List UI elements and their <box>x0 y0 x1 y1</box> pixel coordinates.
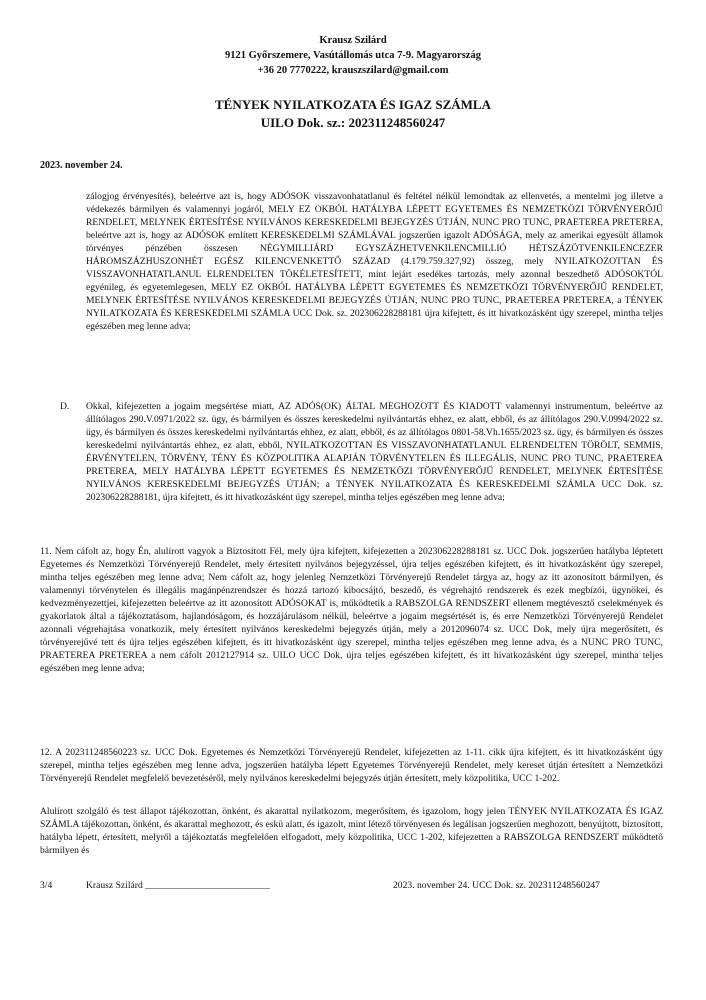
document-date: 2023. november 24. <box>40 160 123 171</box>
letterhead <box>0 33 706 78</box>
paragraph-12: 12. A 202311248560223 sz. UCC Dok. Egyetemes és Nemzetközi Törvényerejű Rendelet, kifejezetten az 1-11. cikk újra kifejtett, és itt hivatkozásként úgy szerepel, mintha teljes egészében meg lenne adva, jogszerűen hatályba lépett Egyetemes Törvényerejű Rendelet, mely kereset útján értesített a Nemzetközi Törvényerejű Rendelet megfelelő bevezetéséről, mely nyilvános kereskedelmi bejegyzés útján értesített, mely közpolitika, UCC 1-202. <box>40 747 663 784</box>
footer-reference: 2023. november 24. UCC Dok. sz. 202311248560247 <box>393 880 600 891</box>
continuation-paragraph: zálogjog érvényesítés), beleértve azt is, hogy ADÓSOK visszavonhatatlanul és feltétel nélkül lemondtak az ellenvetés, a mentelmi jog illetve a védekezés bármilyen és valamennyi jogáról, MELY EZ OKBÓL HATÁLYBA LÉPETT EGYETEMES ÉS NEMZETKÖZI TÖRVÉNYERŐJŰ RENDELET, MELYNEK ÉRTESÍTÉSE NYILVÁNOS KERESKEDELMI BEJEGYZÉS ÚTJÁN, NUNC PRO TUNC, PRAETEREA PRETEREA, beleértve azt is, hogy az ADÓSOK említett KERESKEDELMI SZÁMLÁVAL jogszerűen igazolt ADÓSÁGA, mely az amerikai egyesült államok törvényes pénzében összesen NÉGYMILLIÁRD EGYSZÁZHETVENKILENCMILLIÓ HÉTSZÁZÖTVENKILENCEZER HÁROMSZÁZHUSZONHÉT EGÉSZ KILENCVENKETTŐ SZÁZAD (4.179.759.327,92) összeg, mely NYILATKOZOTTAN ÉS VISSZAVONHATATLANUL ELRENDELTEN TÖKÉLETESÍTETT, mint lejárt esedékes tartozás, mely azonnal beszedhető ADÓSOKTÓL egyénileg, és egyetemlegesen, MELY EZ OKBÓL HATÁLYBA LÉPETT EGYETEMES ÉS NEMZETKÖZI TÖRVÉNYERŐJŰ RENDELET, MELYNEK ÉRTESÍTÉSE NYILVÁNOS KERESKEDELMI BEJEGYZÉS ÚTJÁN, NUNC PRO TUNC, PRAETEREA PRETEREA, a TÉNYEK NYILATKOZATA ÉS KERESKEDELMI SZÁMLA UCC Dok. sz. 202306228288181 újra kifejtett, és itt hivatkozásként úgy szerepel, mintha teljes egészében meg lenne adva; <box>86 191 663 332</box>
sender-address: 9121 Győrszemere, Vasútállomás utca 7-9. Magyarország <box>225 50 481 61</box>
page-number: 3/4 <box>40 880 53 891</box>
declaration-paragraph: Alulírott szolgáló és test állapot tájékozottan, önként, és akarattal nyilatkozom, megerősítem, és igazolom, hogy jelen TÉNYEK NYILATKOZATA ÉS IGAZ SZÁMLA tájékozottan, önként, és akarattal meghozott, és eskü alatt, és igazolt, mint létező törvényesen és legálisan jogszerűen meghozott, benyújtott, biztosított, hatályba lépett, értesített, melyről a tájékoztatás megfelelően elfogadott, mely közpolitika, UCC 1-202, kifejezetten a RABSZOLGA RENDSZERT működtető bármilyen és <box>40 806 663 856</box>
document-number: UILO Dok. sz.: 202311248560247 <box>260 115 446 130</box>
paragraph-11: 11. Nem cáfolt az, hogy Én, alulírott vagyok a Biztosított Fél, mely újra kifejtett, kifejezetten a 202306228288181 sz. UCC Dok. jogszerűen hatályba léptetett Egyetemes és Nemzetközi Törvényerejű Rendelet, mely értesített nyilvános bejegyzéssel, újra teljes egészében kifejtett, és itt hivatkozásként úgy szerepel, mintha teljes egészében meg lenne adva; Nem cáfolt az, hogy jelenleg Nemzetközi Törvényerejű Rendelet tárgya az, hogy az itt azonosított bármilyen, és valamennyi törvénytelen és illegális magánpénzrendszer és hozzá tartozó kibocsájtó, beszedő, és végrehajtó rendszerek és ezek megbízói, ügynökei, és kedvezményezettjei, kifejezetten beleértve az itt azonosított ADÓSOKAT is, működtetik a RABSZOLGA RENDSZERT ellenem megtévesztő cselekmények és gyakorlatok által a tájékoztatásom, hajlandóságom, és hozzájárulásom nélkül, beleértve a jogaim megsértését is, és erre Nemzetközi Törvényerejű Rendelet azonnali végrehajtása vonatkozik, mely értesített nyilvános kereskedelmi bejegyzés útján, mely a 2012096074 sz. UCC Dok, mely újra megerősített, és törvényerejűvé tett és újra teljes egészében kifejtett, és itt hivatkozásként úgy szerepel, mintha teljes egészében meg lenne adva, és a NUNC PRO TUNC, PRAETEREA PRETEREA a nem cáfolt 2012127914 sz. UILO UCC Dok, újra teljes egészében kifejtett, és itt hivatkozásként úgy szerepel, mintha teljes egészében meg lenne adva; <box>40 546 663 674</box>
document-title-block <box>0 96 706 132</box>
sender-name: Krausz Szilárd <box>319 35 387 46</box>
sender-contact: +36 20 7770222, krauszszilard@gmail.com <box>257 65 449 76</box>
signature-line: Krausz Szilárd __________________________ <box>86 880 270 891</box>
item-d-label: D. <box>60 401 70 412</box>
document-title: TÉNYEK NYILATKOZATA ÉS IGAZ SZÁMLA <box>215 97 491 112</box>
item-d-paragraph: Okkal, kifejezetten a jogaim megsértése miatt, AZ ADÓS(OK) ÁLTAL MEGHOZOTT ÉS KIADOTT valamennyi instrumentum, beleértve az állítólagos 290.V.0971/2022 sz. ügy, és bármilyen és összes kereskedelmi nyilvántartás ehhez, ez alatt, ebből, és az állítólagos 290.V.0994/2022 sz. ügy, és bármilyen és összes kereskedelmi nyilvántartás ehhez, ez alatt, ebből, és az állítólagos 0801-58.Vh.1655/2023 sz. ügy, és bármilyen és összes kereskedelmi nyilvántartás ehhez, ez alatt, ebből, NYILATKOZOTTAN ÉS VISSZAVONHATATLANUL ELRENDELTEN TÖRÖLT, SEMMIS, ÉRVÉNYTELEN, TÖRVÉNY, TÉNY ÉS KÖZPOLITIKA ALAPJÁN TÖRVÉNYTELEN ÉS ILLEGÁLIS, NUNC PRO TUNC, PRAETEREA PRETEREA, MELY HATÁLYBA LÉPETT EGYETEMES ÉS NEMZETKÖZI TÖRVÉNYERŐJŰ RENDELET, MELYNEK ÉRTESÍTÉSE NYILVÁNOS KERESKEDELMI BEJEGYZÉS ÚTJÁN; a TÉNYEK NYILATKOZATA ÉS KERESKEDELMI SZÁMLA UCC Dok. sz. 202306228288181, újra kifejtett, és itt hivatkozásként úgy szerepel, mintha teljes egészében meg lenne adva; <box>86 401 663 503</box>
